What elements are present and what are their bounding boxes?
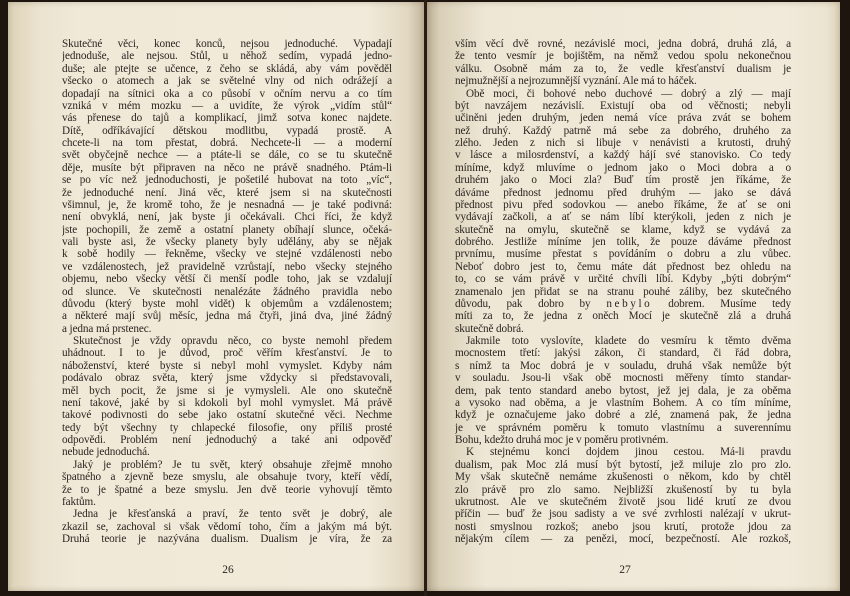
text-line: mocnostem třetí: jakýsi zákon, či standard, či řád dobra,	[455, 347, 791, 360]
text-line: My však skutečně nemáme zkušenosti o někom, kdo by chtěl	[455, 471, 791, 484]
text-line: tedy být všechny ty chlapecké filosofie, ony příliš prosté	[62, 421, 392, 434]
text-line: Neboť dobro jest to, čemu máte dát přednost bez ohledu na	[455, 260, 791, 273]
text-line: nejmužnější a nejrozumnější vyznání. Ale má to háček.	[455, 75, 697, 88]
text-line: vydávají začkoli, a ať se nám líbí kterýkoli, jeden z nich je	[455, 211, 791, 224]
text-line: podávalo obraz světa, který jsme vždycky si představovali,	[62, 372, 392, 385]
text-line: Jaký je problém? Je tu svět, který obsahuje zřejmě mnoho	[73, 458, 392, 471]
text-line: že jednoduché není. Jiná věc, které jsem si na skutečnosti	[62, 186, 392, 199]
text-line: zlého. Jeden z nich si libuje v nenávisti a krutosti, druhý	[455, 137, 791, 149]
text-line: že to je špatné a beze smyslu. Jen dvě teorie vyhovují těmto	[62, 483, 392, 496]
text-line: znamenalo jen přidat se na stranu pouhé záliby, bez skutečného	[455, 285, 791, 298]
text-line: duše; ale ptejte se učence, z čeho se skládá, aby vám pověděl	[62, 62, 392, 75]
text-line: a některé mají svůj měsíc, jedna má čtyři, jiná dva, jiné žádný	[62, 310, 392, 323]
text-line: jste pochopili, že země a ostatní planety obíhají slunce, očeká-	[62, 223, 392, 236]
text-line: Druhá teorie je nazývána dualism. Dualism je víra, že za	[62, 533, 392, 545]
text-line: k sobě hodily — řekněme, všecky ve stejné vzdálenosti nebo	[62, 248, 392, 261]
text-line: odpovědi. Problém není jednoduchý a také ani odpověď	[62, 434, 392, 446]
text-line: nosti smyslnou rozkoš; anebo jsou krutí, protože jdou za	[455, 520, 791, 533]
text-line: dualism, pak Moc zlá musí být bytostí, jež miluje zlo pro zlo.	[455, 458, 791, 471]
text-line: všimnul, je, že kromě toho, že je nesnadná — je také podivná:	[62, 198, 392, 211]
text-line: být navzájem nezávislí. Existují oba od věčnosti; nebyli	[455, 99, 791, 112]
text-line: válku. Osobně mám za to, že vedle křesťanství dualism je	[455, 62, 791, 75]
text-line: není obvyklá, není, jak byste ji očekávali. Chci říci, že když	[62, 211, 392, 224]
text-line: dáváme přednost jednomu před druhým — jako se dává	[455, 186, 791, 199]
text-line: zkazil se, zachoval si však vědomí toho, čím a jakým má být.	[62, 520, 392, 533]
text-line: prvnímu, musíme přestat s povídáním o dobru a zlu vůbec.	[455, 248, 791, 261]
text-line: svět obyčejně nechce — a ptáte-li se dále, co se tu skutečně	[62, 149, 392, 162]
text-line: zlo právě pro zlo samo. Nejbližší zkušeností by tu byla	[455, 483, 791, 496]
text-line: míti za to, že jedna z oněch Mocí je skutečně zlá a druhá	[455, 310, 791, 323]
text-line: Skutečnost je vždy opravdu něco, co byste nemohl předem	[73, 335, 392, 347]
spaced-word: nebylo	[606, 297, 653, 310]
text-line: že tento vesmír je bojištěm, na němž vedou spolu nekonečnou	[455, 50, 791, 63]
text-line: všecko o atomech a jak se světelné vlny od nich odrážejí a	[62, 75, 392, 88]
text-line: ukrutnost. Ale ve skutečném životě jsou lidé krutí ze dvou	[455, 495, 791, 508]
text-line: vás přenese do tajů a komplikací, jimž sotva konec najdete.	[62, 112, 392, 125]
text-line: dem, pak tento standard anebo bytost, jež jej dala, je za oběma	[455, 384, 791, 397]
text-line: skutečně dobrá.	[455, 322, 524, 335]
text-line: měl bych pocit, že jsme si je vymysleli. Ale ono skutečně	[62, 384, 392, 397]
text-line: špatného a zjevně beze smyslu, ale obsahuje tvory, kteří vědí,	[62, 471, 392, 484]
text-line	[455, 298, 791, 310]
text-line: objemu, nebo všecky větší či menší podle toho, jak se vzdalují	[62, 273, 392, 286]
text-line: a vysoko nad oběma, a je vlastním Bohem. A co tím míníme,	[455, 396, 791, 409]
text-line: druhém jako o Moci zla? Buď tím prostě jen říkáme, že	[455, 174, 791, 187]
text-segment: důvodu, pak dobro by	[455, 297, 607, 310]
text-line: důvodu (který byste mohl vidět) k objemům a vzdálenostem;	[62, 297, 392, 310]
text-line: dobrého. Jestliže míníme jen tolik, že pouze dáváme přednost	[455, 236, 791, 248]
text-segment: dobrem. Musíme tedy	[652, 297, 791, 310]
text-line: je ve správném poměru k tomuto vlastnímu a suverennímu	[455, 421, 791, 434]
text-line: nějakým cílem — za penězi, mocí, bezpečností. Ale rozkoš,	[455, 533, 791, 545]
text-line: faktům.	[62, 495, 96, 508]
book-gutter	[424, 0, 427, 596]
text-line: Obě moci, či bohové nebo duchové — dobrý a zlý — mají	[466, 87, 791, 100]
text-line: dopadají na sítnici oka a co působí v očním nervu a co tím	[62, 87, 392, 100]
text-line: jednoduše, ale nejsou. Stůl, u něhož sedím, vypadá jedno-	[62, 50, 392, 63]
text-line: příčin — buď že jsou sadisty a ve své zvrhlosti nalézají v ukrut-	[455, 508, 791, 521]
text-line: děje, musíte být připraven na něco ne právě snadného. Ptám-li	[62, 161, 392, 174]
text-line: a jedna má prstenec.	[62, 322, 152, 335]
text-line: se po víc než jednoduchosti, je pošetilé hubovat na toto „víc“,	[62, 174, 392, 187]
text-line: to, co se vám právě v určité chvíli líbí. Kdyby „býti dobrým“	[455, 273, 791, 286]
text-line: vším věcí dvě rovné, nezávislé moci, jedna dobrá, druhá zlá, a	[455, 38, 791, 50]
text-line: nebude jednoduchá.	[62, 446, 150, 459]
text-line: v lásce a milosrdenství, a každý hájí své stanovisko. Co tedy	[455, 149, 791, 162]
page-number-left: 26	[222, 564, 234, 576]
text-line: takové podivnosti do sebe jako ostatní skutečné věci. Nechme	[62, 409, 392, 422]
text-line: Jedna je křesťanská a praví, že tento svět je dobrý, ale	[73, 508, 392, 521]
text-line: míníme, když mluvíme o jednom jako o Moci dobra a o	[455, 161, 791, 174]
right-page-text	[455, 38, 791, 545]
text-line: skutečně na omylu, skutečně se klame, když se vydává za	[455, 223, 791, 236]
text-line: od slunce. Ve skutečnosti nenalézáte žádného pravidla nebo	[62, 285, 392, 298]
text-line: Dítě, odříkávající dětskou modlitbu, vypadá prostě. A	[62, 124, 392, 137]
text-line: chcete-li na tom přestat, dobrá. Nechcete-li — a moderní	[62, 137, 392, 149]
text-line: vali byste asi, že všecky planety byly udělány, aby se nějak	[62, 236, 392, 248]
text-line: vzniká v mém mozku — a uvidíte, že výrok „vidím stůl“	[62, 99, 392, 112]
text-line: ve vzdálenostech, jež pravidelně vzrůstají, nebo všecky stejného	[62, 260, 392, 273]
text-line: s nímž ta Moc dobrá je v souladu, druhá však nemůže být	[455, 359, 791, 372]
text-line: uhádnout. I to je důvod, proč věřím křesťanství. Je to	[62, 347, 392, 360]
text-line: není takové, jaké by si kdokoli byl mohl vymyslet. Má právě	[62, 396, 392, 409]
text-line: učiněni jeden druhým, jeden nemá více práva zvát se bohem	[455, 112, 791, 125]
text-line: Skutečné věci, konec konců, nejsou jednoduché. Vypadají	[62, 38, 392, 50]
text-line: než druhý. Každý patrně má sebe za dobrého, druhého za	[455, 124, 791, 137]
text-line: přednost pivu před sodovkou — anebo říkáme, že ať se oni	[455, 198, 791, 211]
text-line: náboženství, které byste si nebyl mohl vymyslet. Kdyby nám	[62, 359, 392, 372]
text-line: Bohu, kdežto druhá moc je v poměru protivném.	[455, 434, 669, 446]
text-line: Jakmile toto vyslovíte, kladete do vesmíru k těmto dvěma	[466, 335, 791, 347]
left-page-text	[62, 38, 392, 545]
text-line: v souladu. Jsou-li však obě mocnosti měřeny tímto standar-	[455, 372, 791, 385]
text-line: když je označujeme jako dobré a zlé, znamená pak, že jedna	[455, 409, 791, 422]
page-number-right: 27	[619, 564, 631, 576]
text-line: K stejnému konci dojdem jinou cestou. Má-li pravdu	[466, 446, 791, 459]
